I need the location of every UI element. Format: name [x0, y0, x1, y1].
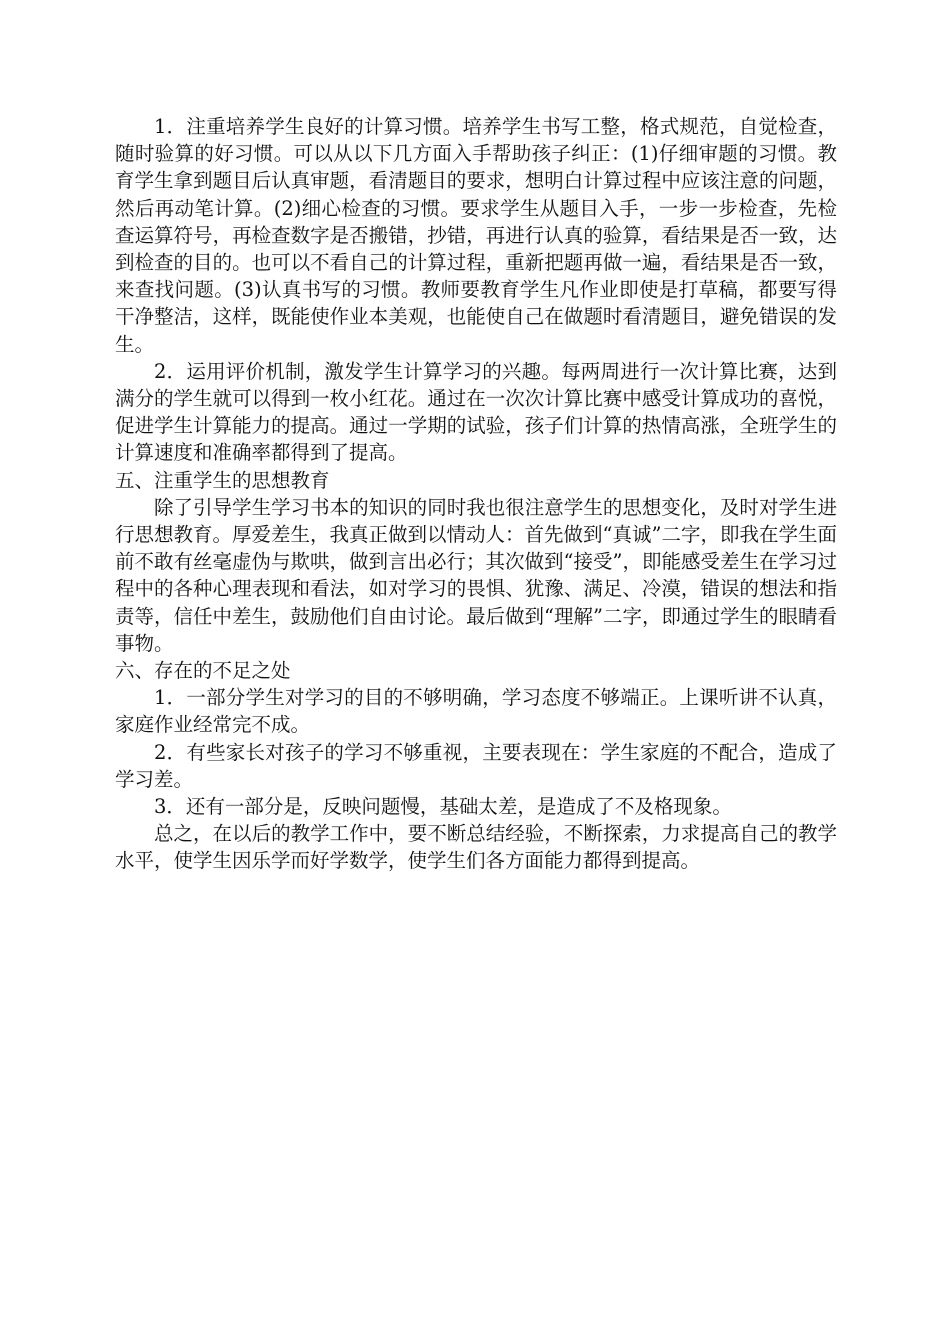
paragraph-conclusion: 总之，在以后的教学工作中，要不断总结经验，不断探索，力求提高自己的教学水平，使学生因乐学而好学数学，使学生们各方面能力都得到提高。: [115, 822, 837, 873]
paragraph-shortcoming-1: 1．一部分学生对学习的目的不够明确，学习态度不够端正。上课听讲不认真，家庭作业经常完不成。: [115, 686, 837, 737]
section-heading-ideological-education: 五、注重学生的思想教育: [115, 468, 330, 492]
section-heading-shortcomings: 六、存在的不足之处: [115, 659, 291, 683]
paragraph-calculation-habits: 1．注重培养学生良好的计算习惯。培养学生书写工整，格式规范，自觉检查，随时验算的好习惯。可以从以下几方面入手帮助孩子纠正：(1)仔细审题的习惯。教育学生拿到题目后认真审题，看清题目的要求，想明白计算过程中应该注意的问题，然后再动笔计算。(2)细心检查的习惯。要求学生从题目入手，一步一步检查，先检查运算符号，再检查数字是否搬错，抄错，再进行认真的验算，看结果是否一致，达到检查的目的。也可以不看自己的计算过程，重新把题再做一遍，看结果是否一致，来查找问题。(3)认真书写的习惯。教师要教育学生凡作业即使是打草稿，都要写得干净整洁，这样，既能使作业本美观，也能使自己在做题时看清题目，避免错误的发生。: [115, 115, 837, 356]
paragraph-shortcoming-2: 2．有些家长对孩子的学习不够重视，主要表现在：学生家庭的不配合，造成了学习差。: [115, 740, 837, 791]
paragraph-shortcoming-3: 3．还有一部分是，反映问题慢，基础太差，是造成了不及格现象。: [154, 795, 732, 819]
paragraph-evaluation-mechanism: 2．运用评价机制，激发学生计算学习的兴趣。每两周进行一次计算比赛，达到满分的学生就可以得到一枚小红花。通过在一次次计算比赛中感受计算成功的喜悦，促进学生计算能力的提高。通过一学期的试验，孩子们计算的热情高涨，全班学生的计算速度和准确率都得到了提高。: [115, 359, 837, 465]
paragraph-ideological-education: 除了引导学生学习书本的知识的同时我也很注意学生的思想变化，及时对学生进行思想教育。厚爱差生，我真正做到以情动人：首先做到“真诚”二字，即我在学生面前不敢有丝毫虚伪与欺哄，做到言出必行；其次做到“接受”，即能感受差生在学习过程中的各种心理表现和看法，如对学习的畏惧、犹豫、满足、冷漠，错误的想法和指责等，信任中差生，鼓励他们自由讨论。最后做到“理解”二字，即通过学生的眼睛看事物。: [115, 495, 837, 655]
document-body: [115, 113, 837, 875]
